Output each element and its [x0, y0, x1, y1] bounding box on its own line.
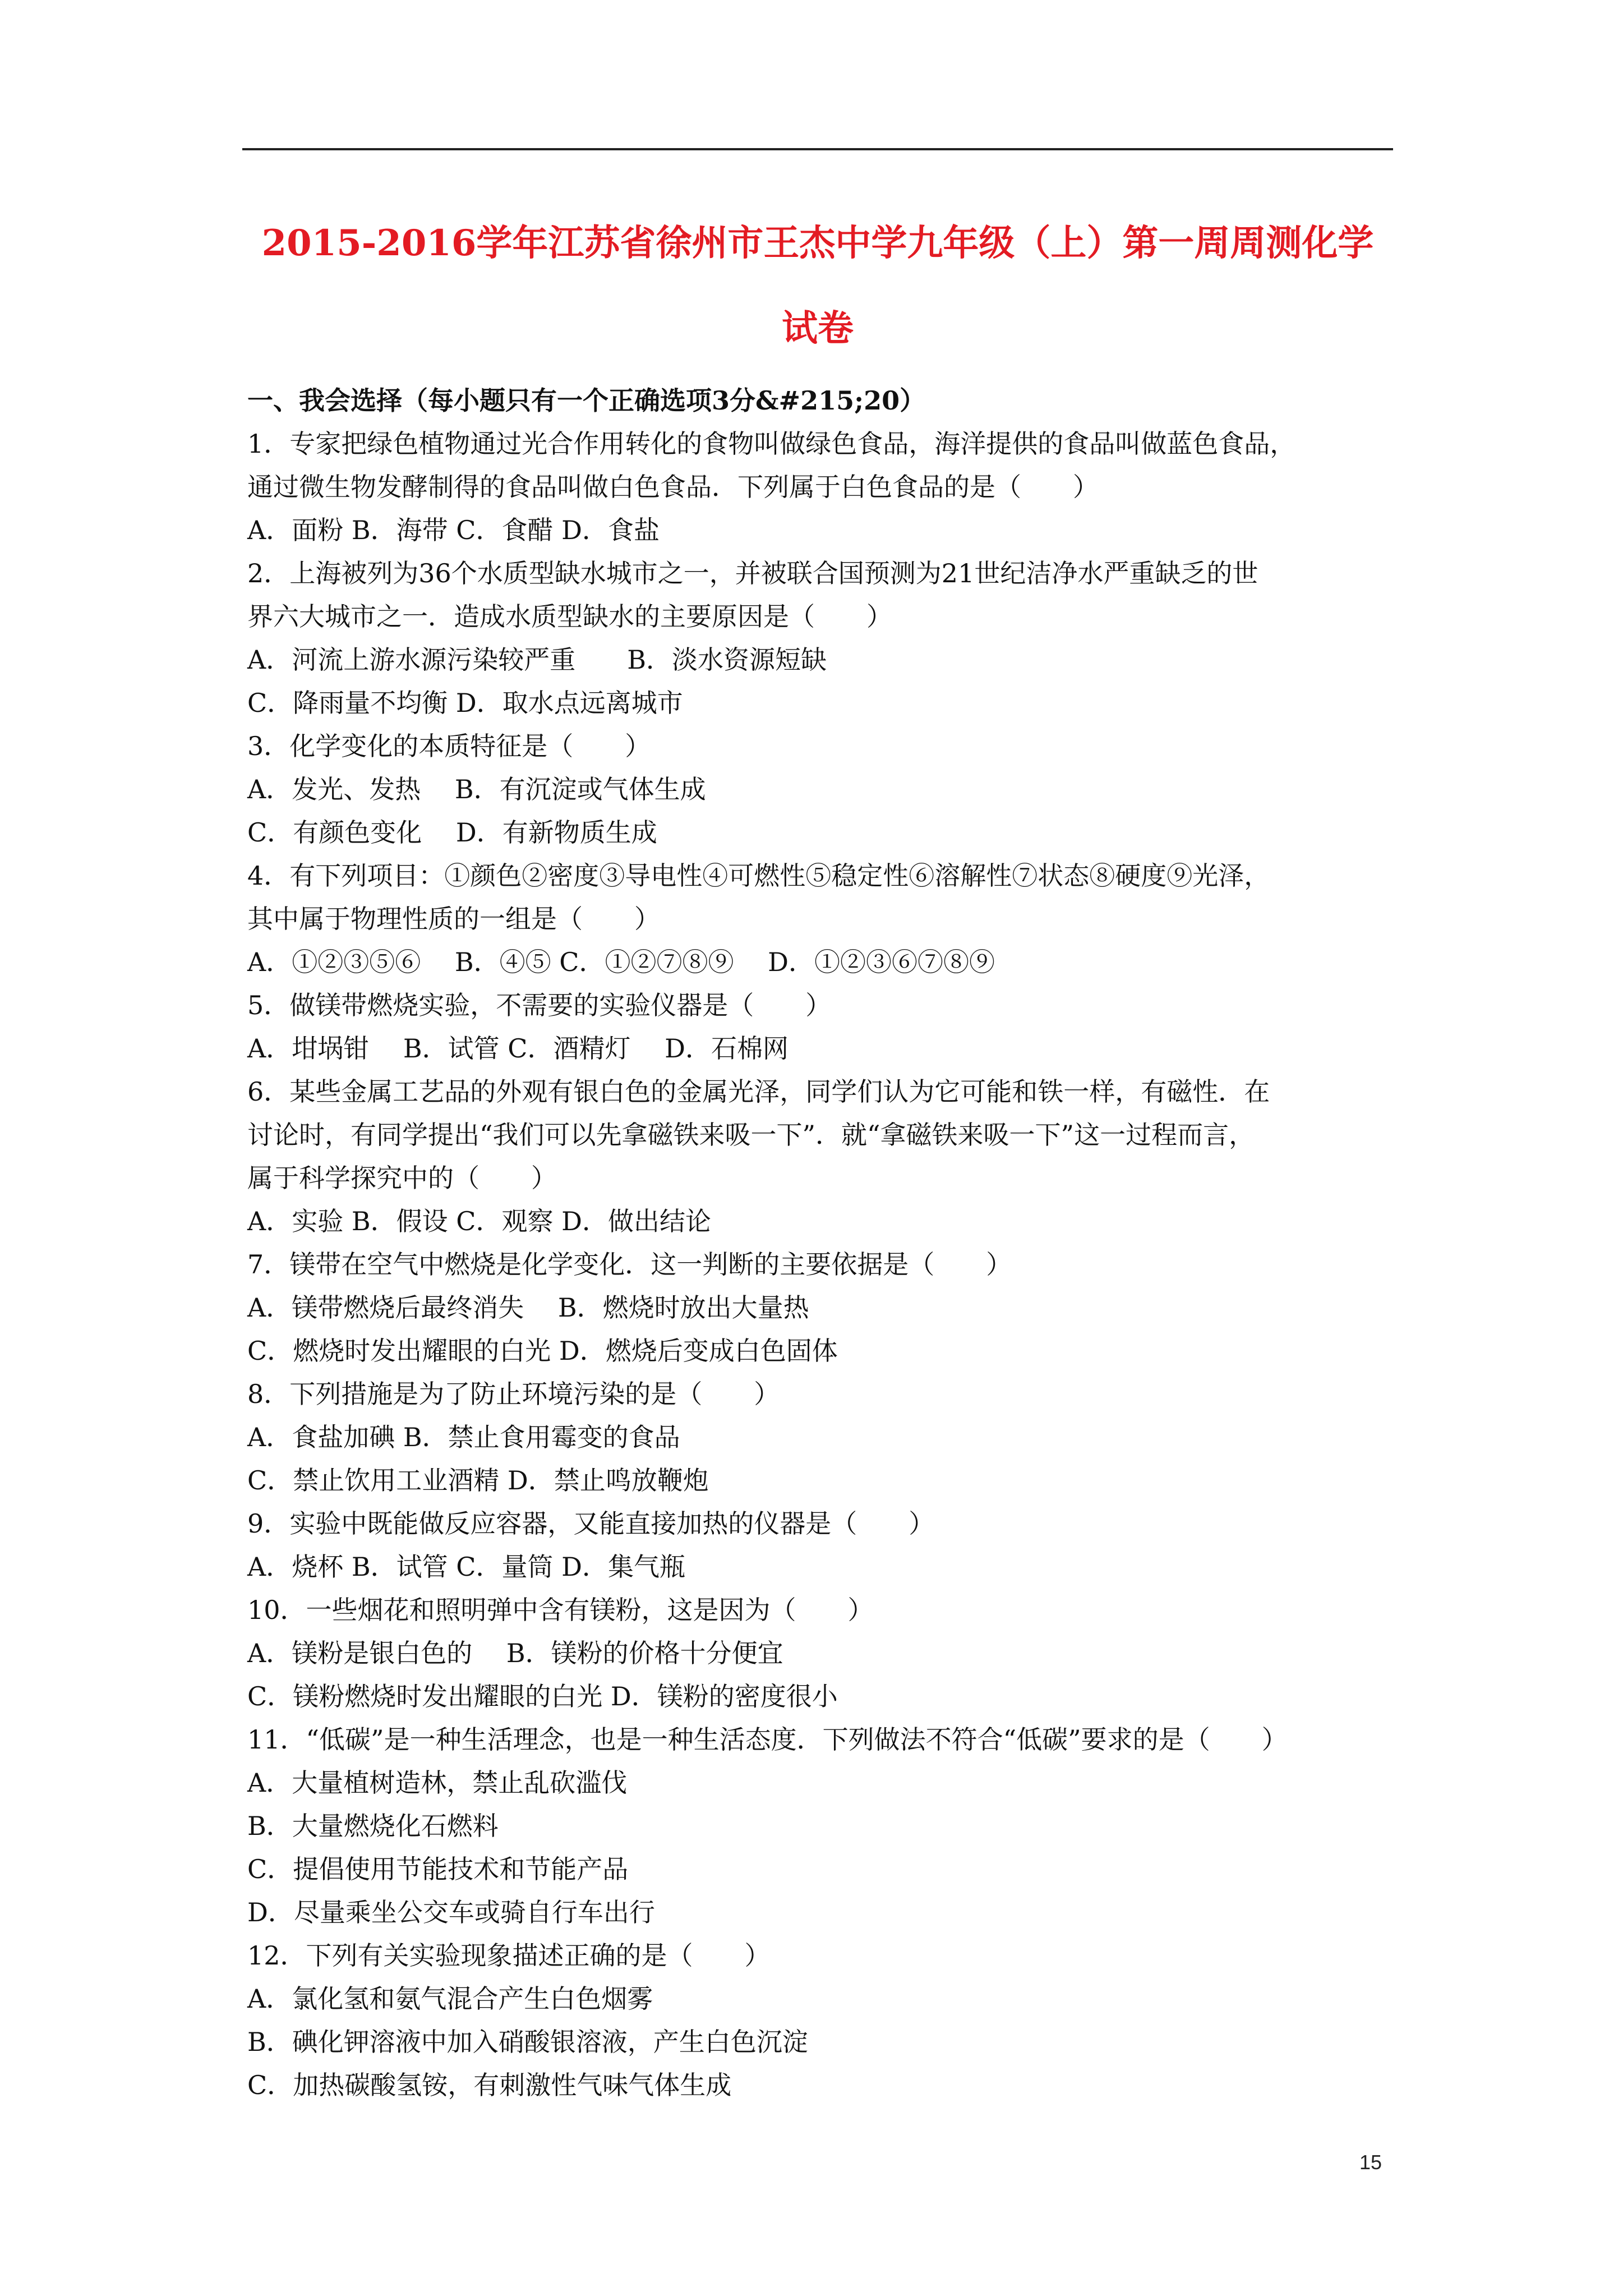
text-line: C．燃烧时发出耀眼的白光 D．燃烧后变成白色固体: [247, 1336, 838, 1366]
text-line: A．河流上游水源污染较严重 B．淡水资源短缺: [247, 645, 827, 675]
text-line: 12．下列有关实验现象描述正确的是（ ）: [247, 1940, 771, 1971]
text-line: 1．专家把绿色植物通过光合作用转化的食物叫做绿色食品，海洋提供的食品叫做蓝色食品，: [247, 429, 1296, 459]
text-line: A．发光、发热 B．有沉淀或气体生成: [247, 774, 706, 804]
text-line: C．提倡使用节能技术和节能产品: [247, 1854, 629, 1884]
text-line: B．碘化钾溶液中加入硝酸银溶液，产生白色沉淀: [247, 2027, 808, 2057]
document-title-line1: 2015-2016学年江苏省徐州市王杰中学九年级（上）第一周周测化学: [261, 222, 1374, 264]
text-line: A．面粉 B．海带 C．食醋 D．食盐: [247, 515, 660, 545]
page-number: 15: [1359, 2151, 1382, 2174]
text-line: A．烧杯 B．试管 C．量筒 D．集气瓶: [247, 1552, 685, 1582]
document-title-line2: 试卷: [782, 307, 854, 349]
text-line: A．大量植树造林，禁止乱砍滥伐: [247, 1768, 628, 1798]
text-line: 讨论时，有同学提出“我们可以先拿磁铁来吸一下”．就“拿磁铁来吸一下”这一过程而言，: [247, 1120, 1255, 1150]
text-line: A．镁带燃烧后最终消失 B．燃烧时放出大量热: [247, 1292, 809, 1323]
text-line: 11．“低碳”是一种生活理念，也是一种生活态度．下列做法不符合“低碳”要求的是（ ）: [247, 1724, 1288, 1755]
text-line: A．实验 B．假设 C．观察 D．做出结论: [247, 1206, 711, 1236]
text-line: C．禁止饮用工业酒精 D．禁止鸣放鞭炮: [247, 1465, 709, 1496]
question-body: [247, 379, 1397, 2107]
text-line: C．镁粉燃烧时发出耀眼的白光 D．镁粉的密度很小: [247, 1681, 838, 1711]
text-line: C．降雨量不均衡 D．取水点远离城市: [247, 688, 683, 718]
text-line: 通过微生物发酵制得的食品叫做白色食品．下列属于白色食品的是（ ）: [247, 472, 1099, 502]
text-line: A．镁粉是银白色的 B．镁粉的价格十分便宜: [247, 1638, 783, 1668]
text-line: 界六大城市之一．造成水质型缺水的主要原因是（ ）: [247, 601, 892, 632]
text-line: 8．下列措施是为了防止环境污染的是（ ）: [247, 1379, 780, 1409]
text-line: 10．一些烟花和照明弹中含有镁粉，这是因为（ ）: [247, 1595, 874, 1625]
text-line: A．①②③⑤⑥ B．④⑤ C．①②⑦⑧⑨ D．①②③⑥⑦⑧⑨: [247, 947, 995, 977]
text-line: 2．上海被列为36个水质型缺水城市之一，并被联合国预测为21世纪洁净水严重缺乏的世: [247, 558, 1258, 588]
text-line: A．坩埚钳 B．试管 C．酒精灯 D．石棉网: [247, 1033, 789, 1064]
header-rule: [242, 148, 1393, 150]
text-line: 其中属于物理性质的一组是（ ）: [247, 904, 660, 934]
section-heading: 一、我会选择（每小题只有一个正确选项3分&#215;20）: [247, 385, 926, 416]
text-line: 属于科学探究中的（ ）: [247, 1163, 557, 1193]
text-line: B．大量燃烧化石燃料: [247, 1811, 499, 1841]
text-line: 5．做镁带燃烧实验，不需要的实验仪器是（ ）: [247, 990, 832, 1020]
text-line: A．食盐加碘 B．禁止食用霉变的食品: [247, 1422, 680, 1452]
text-line: 3．化学变化的本质特征是（ ）: [247, 731, 651, 761]
text-line: 4．有下列项目：①颜色②密度③导电性④可燃性⑤稳定性⑥溶解性⑦状态⑧硬度⑨光泽，: [247, 861, 1270, 891]
text-line: A．氯化氢和氨气混合产生白色烟雾: [247, 1984, 653, 2014]
text-line: D．尽量乘坐公交车或骑自行车出行: [247, 1897, 655, 1927]
text-line: 6．某些金属工艺品的外观有银白色的金属光泽，同学们认为它可能和铁一样，有磁性．在: [247, 1076, 1270, 1107]
text-line: 9．实验中既能做反应容器，又能直接加热的仪器是（ ）: [247, 1508, 935, 1539]
text-line: C．加热碳酸氢铵，有刺激性气味气体生成: [247, 2070, 732, 2100]
text-line: 7．镁带在空气中燃烧是化学变化．这一判断的主要依据是（ ）: [247, 1249, 1012, 1280]
text-line: C．有颜色变化 D．有新物质生成: [247, 817, 657, 848]
